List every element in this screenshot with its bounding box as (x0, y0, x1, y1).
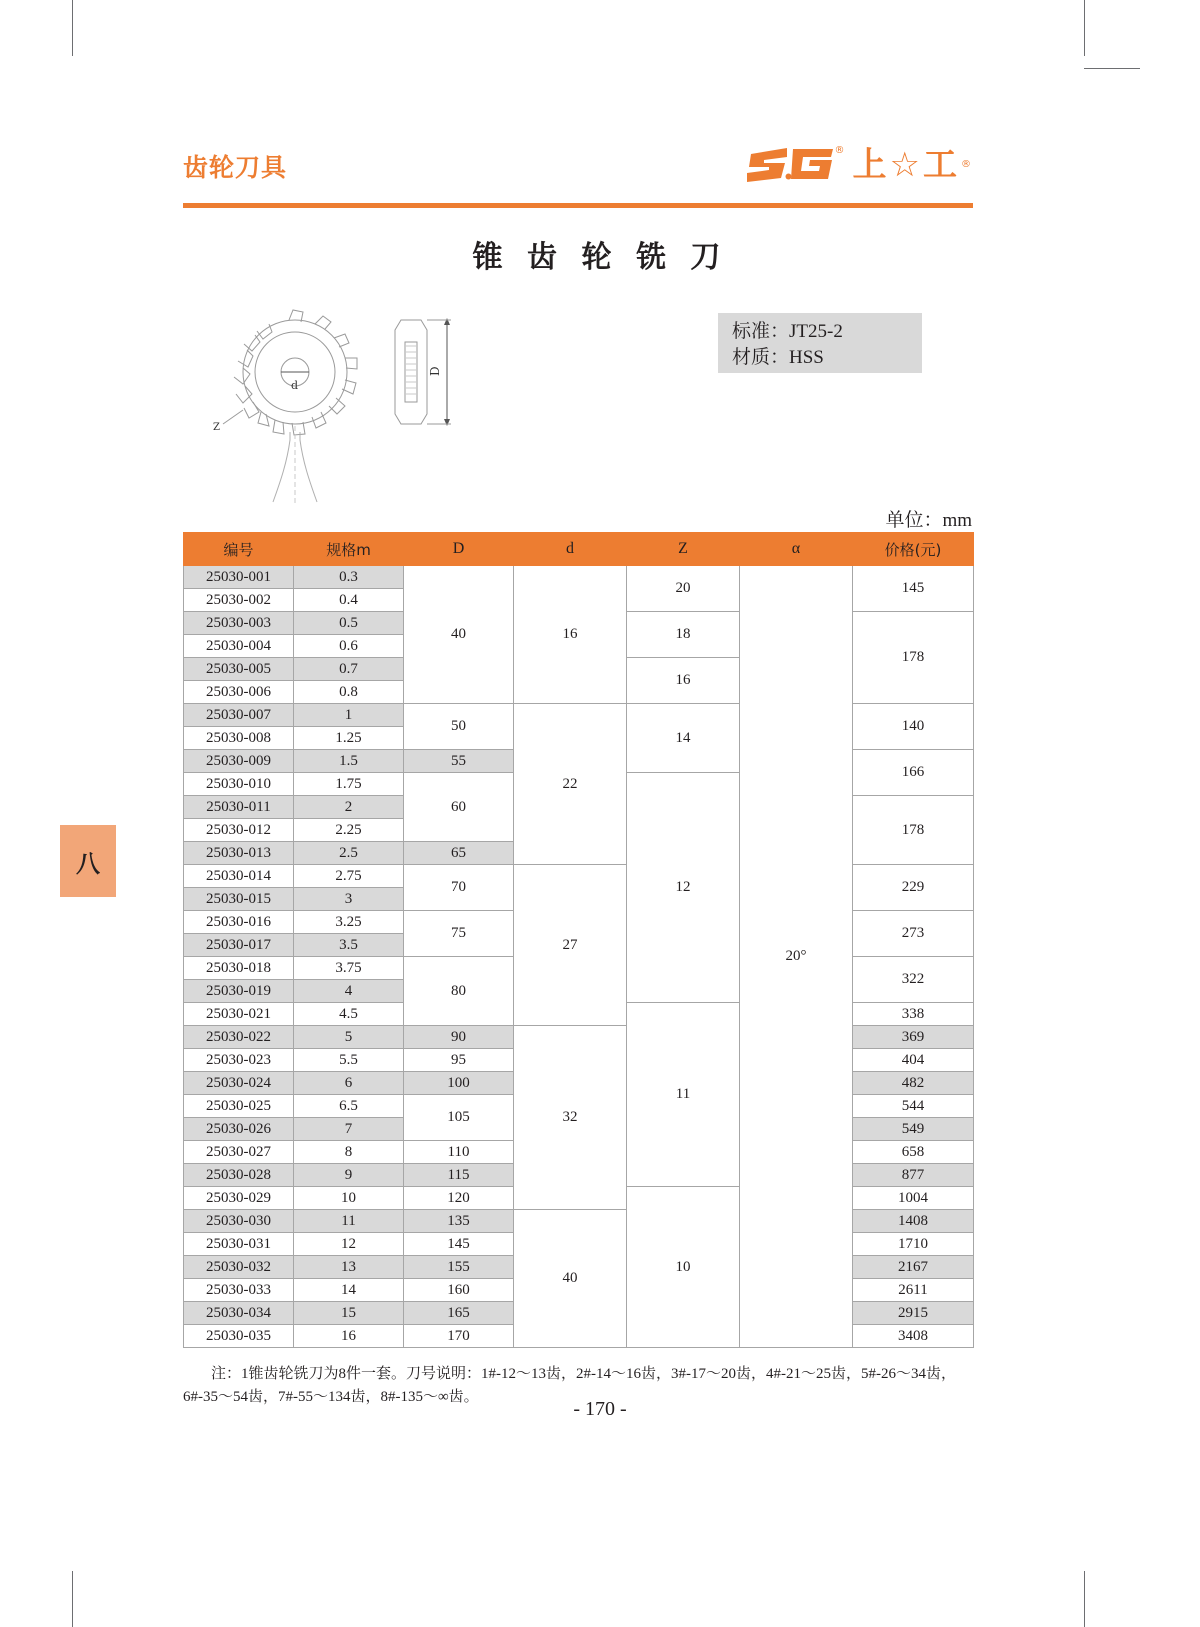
cell-code: 25030-027 (184, 1141, 294, 1164)
table-row (184, 1026, 974, 1049)
cell-module: 9 (294, 1164, 404, 1187)
standard-label: 标准： (732, 321, 790, 342)
svg-text:D: D (428, 366, 442, 376)
crop-mark-top-right (1084, 0, 1085, 56)
sg-logo-icon (747, 145, 843, 185)
cell-D: 70 (404, 865, 514, 911)
col-header-code: 编号 (184, 533, 294, 566)
cell-Z: 20 (627, 566, 740, 612)
specification-table (183, 532, 974, 1348)
page-title: 锥 齿 轮 铣 刀 (472, 240, 728, 275)
cell-module: 6 (294, 1072, 404, 1095)
cell-D: 115 (404, 1164, 514, 1187)
cell-D: 80 (404, 957, 514, 1026)
cell-price: 482 (853, 1072, 974, 1095)
standard-row (732, 319, 922, 345)
unit-note: 单位：mm (885, 510, 972, 531)
col-header-d: d (514, 533, 627, 566)
cell-module: 2.5 (294, 842, 404, 865)
cell-a: 20° (740, 566, 853, 1348)
cell-module: 14 (294, 1279, 404, 1302)
cell-price: 145 (853, 566, 974, 612)
cell-module: 5.5 (294, 1049, 404, 1072)
cell-Z: 10 (627, 1187, 740, 1348)
cell-price: 369 (853, 1026, 974, 1049)
cell-code: 25030-003 (184, 612, 294, 635)
cell-module: 11 (294, 1210, 404, 1233)
col-header-price: 价格(元) (853, 533, 974, 566)
cell-D: 50 (404, 704, 514, 750)
header-divider (183, 203, 973, 208)
cell-code: 25030-029 (184, 1187, 294, 1210)
col-header-module-text: 规格m (326, 540, 371, 559)
cell-code: 25030-014 (184, 865, 294, 888)
cell-code: 25030-034 (184, 1302, 294, 1325)
cell-module: 4.5 (294, 1003, 404, 1026)
material-value: HSS (789, 347, 824, 368)
cell-Z: 18 (627, 612, 740, 658)
cell-Z: 14 (627, 704, 740, 773)
crop-mark-top-left (72, 0, 73, 56)
footnote-line-2: 6#-35～54齿，7#-55～134齿，8#-135～∞齿。 (183, 1389, 479, 1405)
cell-D: 155 (404, 1256, 514, 1279)
star-icon: ☆ (889, 145, 922, 185)
page-number: - 170 - (573, 1398, 627, 1420)
svg-text:Z: Z (213, 422, 220, 433)
cell-code: 25030-026 (184, 1118, 294, 1141)
chapter-tab: 八 (60, 825, 116, 897)
cell-module: 3 (294, 888, 404, 911)
cell-price: 1004 (853, 1187, 974, 1210)
cell-code: 25030-002 (184, 589, 294, 612)
cell-module: 8 (294, 1141, 404, 1164)
cell-D: 95 (404, 1049, 514, 1072)
cell-code: 25030-006 (184, 681, 294, 704)
cell-code: 25030-035 (184, 1325, 294, 1348)
cell-D: 55 (404, 750, 514, 773)
material-row (732, 345, 922, 371)
cell-price: 322 (853, 957, 974, 1003)
crop-mark-bottom-right (1084, 1571, 1085, 1627)
cell-price: 877 (853, 1164, 974, 1187)
cell-module: 2.75 (294, 865, 404, 888)
cell-D: 60 (404, 773, 514, 842)
specification-box (718, 313, 922, 373)
crop-mark-bottom-left (72, 1571, 73, 1627)
cell-code: 25030-031 (184, 1233, 294, 1256)
page-header (183, 140, 973, 208)
cell-price: 273 (853, 911, 974, 957)
table-row (184, 1210, 974, 1233)
table-row (184, 704, 974, 727)
product-drawing (213, 300, 465, 510)
cell-code: 25030-012 (184, 819, 294, 842)
cell-code: 25030-005 (184, 658, 294, 681)
cell-D: 100 (404, 1072, 514, 1095)
standard-value: JT25-2 (789, 321, 843, 342)
table-header-row (184, 533, 974, 566)
cell-code: 25030-017 (184, 934, 294, 957)
material-label: 材质： (732, 347, 790, 368)
cell-D: 170 (404, 1325, 514, 1348)
cell-D: 110 (404, 1141, 514, 1164)
cell-code: 25030-010 (184, 773, 294, 796)
logo-char-shang: 上 (852, 145, 889, 185)
cell-module: 0.7 (294, 658, 404, 681)
col-header-alpha: α (740, 533, 853, 566)
cell-code: 25030-013 (184, 842, 294, 865)
cell-code: 25030-004 (184, 635, 294, 658)
cell-module: 15 (294, 1302, 404, 1325)
logo-chinese-text (852, 145, 973, 185)
cell-price: 3408 (853, 1325, 974, 1348)
cell-code: 25030-007 (184, 704, 294, 727)
cell-module: 0.3 (294, 566, 404, 589)
footnote-line-1: 注：1锥齿轮铣刀为8件一套。刀号说明：1#-12～13齿，2#-14～16齿，3#-17～20齿，4#-21～25齿，5#-26～34齿， (211, 1366, 956, 1382)
cell-d: 40 (514, 1210, 627, 1348)
cell-module: 5 (294, 1026, 404, 1049)
cell-code: 25030-021 (184, 1003, 294, 1026)
cell-code: 25030-023 (184, 1049, 294, 1072)
registered-trademark-icon-2: ® (961, 159, 973, 170)
cell-module: 0.8 (294, 681, 404, 704)
cell-module: 2 (294, 796, 404, 819)
cell-module: 0.5 (294, 612, 404, 635)
cell-price: 1710 (853, 1233, 974, 1256)
specification-table-wrapper (183, 532, 973, 1348)
cell-code: 25030-016 (184, 911, 294, 934)
cell-module: 7 (294, 1118, 404, 1141)
cell-code: 25030-025 (184, 1095, 294, 1118)
cell-code: 25030-028 (184, 1164, 294, 1187)
cell-price: 140 (853, 704, 974, 750)
cell-D: 160 (404, 1279, 514, 1302)
cell-module: 2.25 (294, 819, 404, 842)
cell-code: 25030-019 (184, 980, 294, 1003)
cell-D: 135 (404, 1210, 514, 1233)
col-header-module (294, 533, 404, 566)
cell-code: 25030-001 (184, 566, 294, 589)
crop-mark-left-top (1084, 68, 1140, 69)
cell-code: 25030-024 (184, 1072, 294, 1095)
cell-D: 105 (404, 1095, 514, 1141)
cell-module: 13 (294, 1256, 404, 1279)
cell-module: 3.5 (294, 934, 404, 957)
cell-code: 25030-008 (184, 727, 294, 750)
cell-price: 166 (853, 750, 974, 796)
cell-D: 165 (404, 1302, 514, 1325)
cell-module: 1.5 (294, 750, 404, 773)
col-header-Z: Z (627, 533, 740, 566)
cell-price: 2915 (853, 1302, 974, 1325)
cell-d: 32 (514, 1026, 627, 1210)
cell-code: 25030-009 (184, 750, 294, 773)
category-title: 齿轮刀具 (183, 153, 288, 182)
cell-module: 6.5 (294, 1095, 404, 1118)
cell-code: 25030-011 (184, 796, 294, 819)
cell-price: 658 (853, 1141, 974, 1164)
cell-code: 25030-032 (184, 1256, 294, 1279)
cell-price: 178 (853, 796, 974, 865)
cell-price: 404 (853, 1049, 974, 1072)
cell-module: 10 (294, 1187, 404, 1210)
cell-Z: 12 (627, 773, 740, 1003)
cell-price: 1408 (853, 1210, 974, 1233)
logo-char-gong: 工 (923, 145, 959, 185)
cell-Z: 16 (627, 658, 740, 704)
cell-module: 16 (294, 1325, 404, 1348)
cell-code: 25030-015 (184, 888, 294, 911)
cell-d: 22 (514, 704, 627, 865)
cell-module: 0.4 (294, 589, 404, 612)
svg-text:d: d (291, 379, 299, 392)
cell-module: 4 (294, 980, 404, 1003)
cell-D: 40 (404, 566, 514, 704)
cell-price: 338 (853, 1003, 974, 1026)
registered-trademark-icon: ® (834, 145, 845, 156)
cell-d: 27 (514, 865, 627, 1026)
cell-code: 25030-033 (184, 1279, 294, 1302)
cell-module: 12 (294, 1233, 404, 1256)
cell-D: 65 (404, 842, 514, 865)
table-body (184, 566, 974, 1348)
cell-module: 1.25 (294, 727, 404, 750)
cell-code: 25030-018 (184, 957, 294, 980)
table-row (184, 566, 974, 589)
cell-price: 544 (853, 1095, 974, 1118)
cell-D: 75 (404, 911, 514, 957)
table-row (184, 865, 974, 888)
cell-d: 16 (514, 566, 627, 704)
cell-price: 2167 (853, 1256, 974, 1279)
cell-price: 549 (853, 1118, 974, 1141)
cell-Z: 11 (627, 1003, 740, 1187)
cell-price: 178 (853, 612, 974, 704)
cell-D: 90 (404, 1026, 514, 1049)
cell-module: 3.75 (294, 957, 404, 980)
cell-D: 120 (404, 1187, 514, 1210)
cell-price: 229 (853, 865, 974, 911)
cell-D: 145 (404, 1233, 514, 1256)
cell-module: 1.75 (294, 773, 404, 796)
cell-code: 25030-022 (184, 1026, 294, 1049)
cell-code: 25030-030 (184, 1210, 294, 1233)
cell-module: 0.6 (294, 635, 404, 658)
company-logo (747, 142, 973, 188)
cell-module: 1 (294, 704, 404, 727)
col-header-D: D (404, 533, 514, 566)
cell-price: 2611 (853, 1279, 974, 1302)
cell-module: 3.25 (294, 911, 404, 934)
